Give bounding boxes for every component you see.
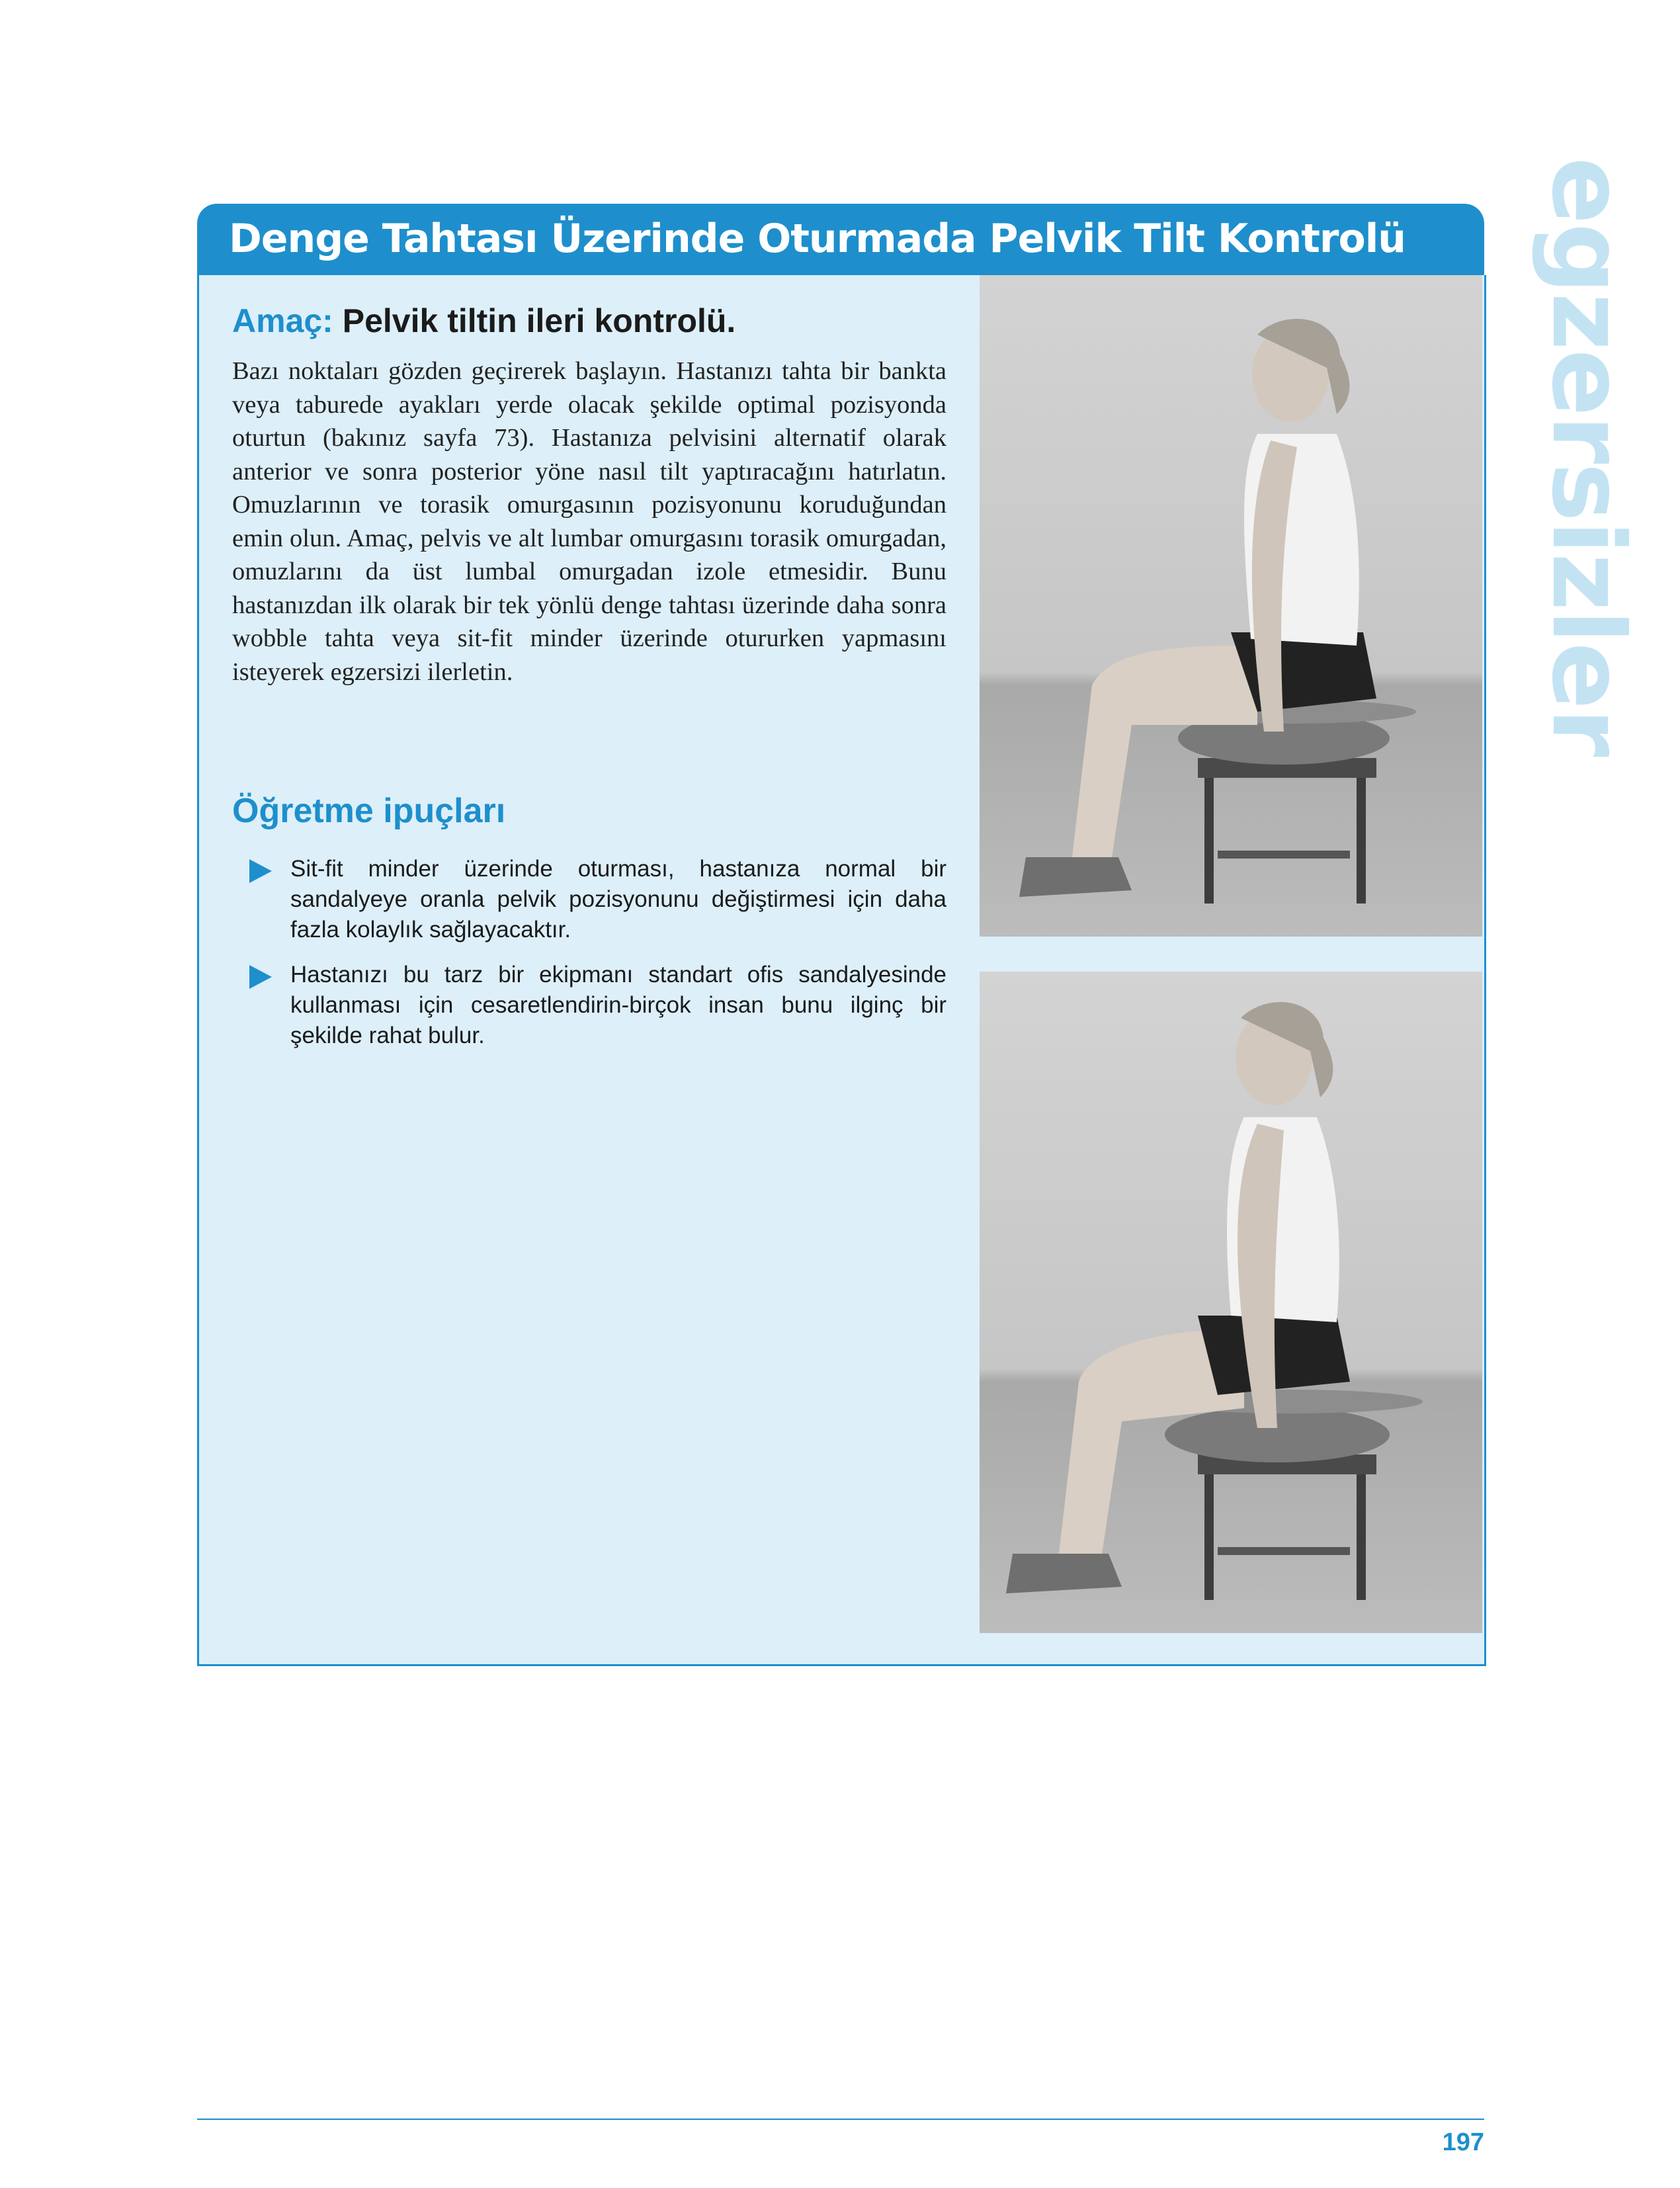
- section-title: Denge Tahtası Üzerinde Oturmada Pelvik Tilt Kontrolü: [229, 216, 1406, 262]
- triangle-arrow-icon: [249, 965, 272, 989]
- section-title-bar: [197, 204, 1484, 275]
- tip-item: [277, 854, 946, 945]
- page-number: 197: [1442, 2128, 1484, 2156]
- exercise-photo-top: [980, 275, 1482, 937]
- tips-heading: Öğretme ipuçları: [232, 792, 506, 830]
- footer-rule: [197, 2119, 1484, 2120]
- exercise-photo-bottom: [980, 972, 1482, 1633]
- triangle-arrow-icon: [249, 859, 272, 883]
- tip-text: Hastanızı bu tarz bir ekipmanı standart ofis sandalyesinde kullanması için cesaretlendirin-birçok insan bunu ilginç bir şekilde rahat bulur.: [290, 962, 946, 1048]
- woman-sitting-illustration: [980, 972, 1482, 1633]
- body-paragraph: Bazı noktaları gözden geçirerek başlayın. Hastanızı tahta bir bankta veya taburede ayakları yerde olacak şekilde optimal pozisyonda oturtun (bakınız sayfa 73). Hastanıza pelvisini alternatif olarak anterior ve sonra posterior yöne nasıl tilt yaptıracağını hatırlatın. Omuzlarının ve torasik omurgasının pozisyonunu koruduğundan emin olun. Amaç, pelvis ve alt lumbar omurgasını torasik omurgadan, omuzlarını da üst lumbal omurgadan izole etmesidir. Bunu hastanızdan ilk olarak bir tek yönlü denge tahtası üzerinde daha sonra wobble tahta veya sit-fit minder üzerinde otururken yapmasını isteyerek egzersizi ilerletin.: [232, 357, 946, 686]
- tip-item: [277, 960, 946, 1051]
- aim-heading: [232, 302, 735, 340]
- side-tab-label: egzersizler: [1530, 157, 1645, 756]
- woman-sitting-illustration: [980, 275, 1482, 937]
- aim-text: Pelvik tiltin ileri kontrolü.: [342, 302, 736, 339]
- side-tab: [1521, 66, 1654, 847]
- aim-label: Amaç:: [232, 302, 333, 339]
- tip-text: Sit-fit minder üzerinde oturması, hastanıza normal bir sandalyeye oranla pelvik pozisyonunu değiştirmesi için daha fazla kolaylık sağlayacaktır.: [290, 856, 946, 943]
- exercise-panel: [197, 275, 1486, 1666]
